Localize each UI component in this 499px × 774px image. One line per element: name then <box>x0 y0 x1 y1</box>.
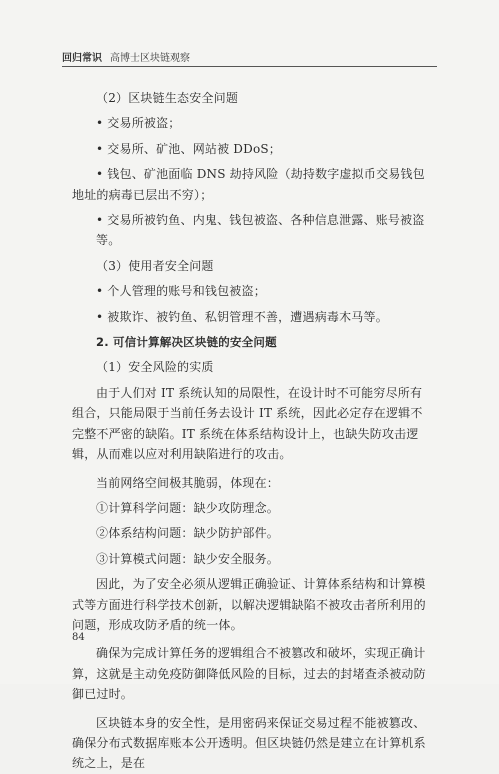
paragraph: 确保为完成计算任务的逻辑组合不被篡改和破坏，实现正确计算，这就是主动免疫防御降低风险的目标，过去的封堵查杀被动防御已过时。 <box>72 646 426 702</box>
book-title: 回归常识 <box>62 53 102 64</box>
body-text <box>72 88 432 774</box>
list-item: • 钱包、矿池面临 DNS 劫持风险（劫持数字虚拟币交易钱包地址的病毒已层出不穷）； <box>72 167 425 202</box>
list-item: ②体系结构问题：缺少防护部件。 <box>96 526 280 541</box>
list-item: • 交易所被盗； <box>96 116 181 131</box>
list-item: • 被欺诈、被钓鱼、私钥管理不善，遭遇病毒木马等。 <box>96 309 388 324</box>
paragraph: 区块链本身的安全性，是用密码来保证交易过程不能被篡改、确保分布式数据库账本公开透明。但区块链仍然是建立在计算机系统之上，是在 <box>72 715 426 771</box>
list-item: • 交易所被钓鱼、内鬼、钱包被盗、各种信息泄露、账号被盗等。 <box>96 213 425 248</box>
section-heading: 2. 可信计算解决区块链的安全问题 <box>96 335 277 350</box>
paragraph: 因此，为了安全必须从逻辑正确验证、计算体系结构和计算模式等方面进行科学技术创新，以解决逻辑缺陷不被攻击者所利用的问题，形成攻防矛盾的统一体。 <box>72 577 426 632</box>
subheading: （2）区块链生态安全问题 <box>96 91 239 105</box>
chapter-title: 高博士区块链观察 <box>110 53 190 64</box>
header-divider <box>62 66 437 67</box>
running-header <box>62 49 190 64</box>
list-item: • 交易所、矿池、网站被 DDoS； <box>96 141 281 156</box>
list-item: • 个人管理的账号和钱包被盗； <box>96 284 266 299</box>
page-number: 84 <box>72 632 85 643</box>
list-item: ①计算科学问题：缺少攻防理念。 <box>96 500 280 515</box>
subheading: （3）使用者安全问题 <box>96 258 214 273</box>
paragraph: 由于人们对 IT 系统认知的局限性，在设计时不可能穷尽所有组合，只能局限于当前任务去设计 IT 系统，因此必定存在逻辑不完整不严密的缺陷。IT 系统在体系结构设计上，也缺失防攻击逻辑，从而难以应对利用缺陷进行的攻击。 <box>72 385 423 462</box>
subheading: （1）安全风险的实质 <box>96 360 214 375</box>
list-item: ③计算模式问题：缺少安全服务。 <box>96 551 280 566</box>
paragraph: 当前网络空间极其脆弱，体现在： <box>96 475 280 490</box>
